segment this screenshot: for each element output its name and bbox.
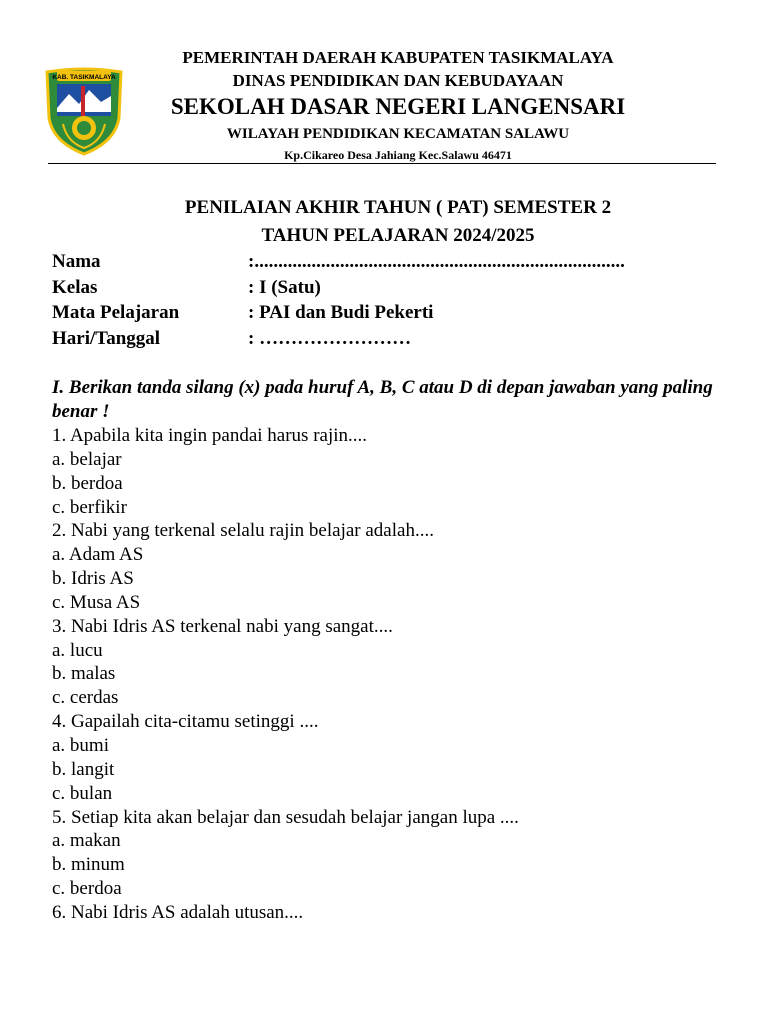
question-text: 3. Nabi Idris AS terkenal nabi yang sangat.... bbox=[52, 615, 393, 637]
info-value: : I (Satu) bbox=[248, 277, 321, 298]
answer-option: c. bulan bbox=[52, 782, 113, 804]
question-text: 6. Nabi Idris AS adalah utusan.... bbox=[52, 901, 304, 923]
government-header: PEMERINTAH DAERAH KABUPATEN TASIKMALAYA bbox=[182, 48, 614, 67]
exam-year: TAHUN PELAJARAN 2024/2025 bbox=[261, 225, 535, 246]
answer-option: a. bumi bbox=[52, 734, 109, 756]
question-text: 1. Apabila kita ingin pandai harus rajin.... bbox=[52, 425, 368, 446]
info-label: Kelas bbox=[52, 277, 98, 298]
info-label: Nama bbox=[52, 251, 101, 272]
answer-option: b. langit bbox=[52, 758, 115, 780]
school-name: SEKOLAH DASAR NEGERI LANGENSARI bbox=[170, 94, 626, 119]
answer-option: b. Idris AS bbox=[52, 568, 134, 590]
info-value: : …………………… bbox=[248, 328, 412, 349]
svg-text:KAB. TASIKMALAYA: KAB. TASIKMALAYA bbox=[52, 74, 116, 81]
question-text: 4. Gapailah cita-citamu setinggi .... bbox=[52, 711, 319, 733]
exam-title: PENILAIAN AKHIR TAHUN ( PAT) SEMESTER 2 bbox=[184, 197, 612, 218]
info-label: Hari/Tanggal bbox=[52, 328, 161, 349]
answer-option: b. minum bbox=[52, 854, 125, 876]
school-address: Kp.Cikareo Desa Jahiang Kec.Salawu 46471 bbox=[284, 148, 512, 162]
info-value: : PAI dan Budi Pekerti bbox=[248, 302, 434, 323]
answer-option: c. Musa AS bbox=[52, 591, 141, 613]
answer-option: c. berfikir bbox=[52, 496, 127, 518]
answer-option: b. berdoa bbox=[52, 472, 123, 494]
answer-option: a. belajar bbox=[52, 448, 122, 470]
department-header: DINAS PENDIDIKAN DAN KEBUDAYAAN bbox=[232, 71, 564, 90]
info-value: :.............................................................................. bbox=[248, 251, 625, 272]
answer-option: a. lucu bbox=[52, 639, 103, 661]
letterhead-divider bbox=[48, 163, 716, 164]
answer-option: a. Adam AS bbox=[52, 544, 144, 566]
question-text: 2. Nabi yang terkenal selalu rajin belajar adalah.... bbox=[52, 520, 434, 542]
answer-option: c. cerdas bbox=[52, 687, 119, 709]
answer-option: c. berdoa bbox=[52, 878, 122, 900]
section-instruction: I. Berikan tanda silang (x) pada huruf A, B, C atau D di depan jawaban yang paling benar ! bbox=[52, 377, 713, 422]
question-text: 5. Setiap kita akan belajar dan sesudah belajar jangan lupa .... bbox=[52, 806, 519, 828]
answer-option: b. malas bbox=[52, 663, 116, 685]
region-header: WILAYAH PENDIDIKAN KECAMATAN SALAWU bbox=[226, 126, 570, 142]
info-label: Mata Pelajaran bbox=[52, 302, 180, 323]
answer-option: a. makan bbox=[52, 830, 121, 852]
question-list bbox=[52, 424, 519, 925]
